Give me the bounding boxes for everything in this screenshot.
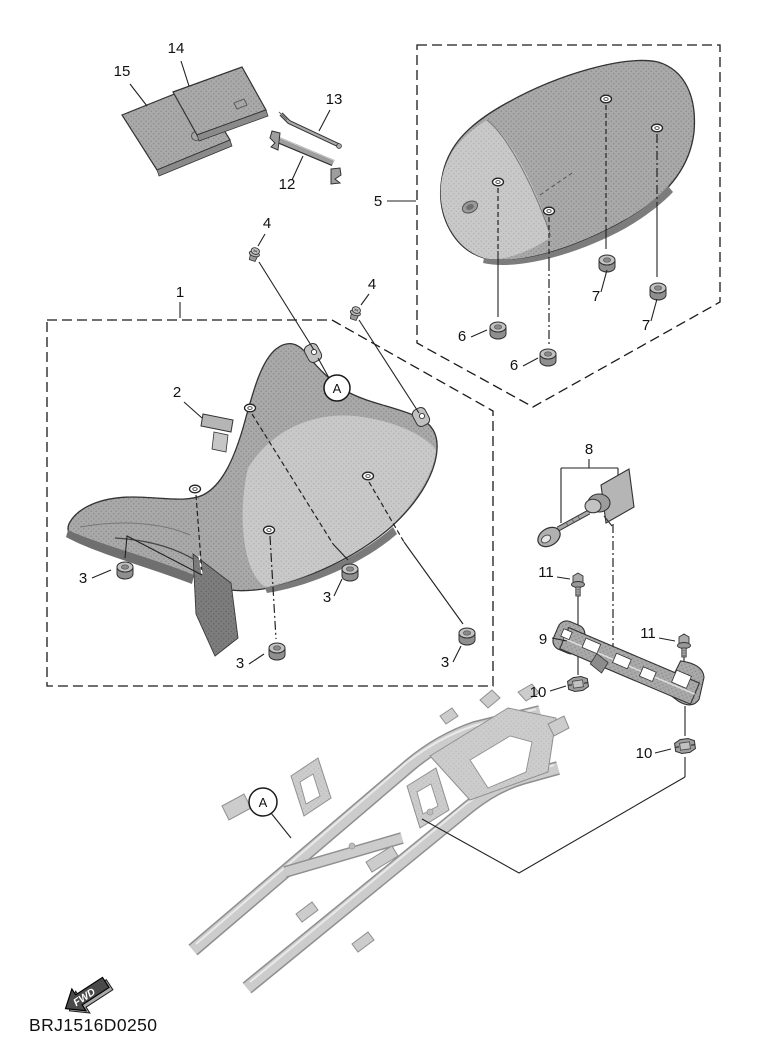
callout-3: 3 <box>78 570 88 587</box>
callout-12: 12 <box>278 176 296 193</box>
callout-7: 7 <box>591 288 601 305</box>
callout-7: 7 <box>641 317 651 334</box>
callout-5: 5 <box>373 193 383 210</box>
damper-3 <box>459 628 475 645</box>
callout-3: 3 <box>235 655 245 672</box>
marker-a-label: A <box>332 381 342 396</box>
callout-11: 11 <box>640 625 656 642</box>
damper-6 <box>490 322 506 339</box>
diagram-code: BRJ1516D0250 <box>29 1015 158 1035</box>
damper-6 <box>540 349 556 366</box>
callout-4: 4 <box>367 276 377 293</box>
callout-3: 3 <box>440 654 450 671</box>
callout-10: 10 <box>529 684 547 701</box>
callout-3: 3 <box>322 589 332 606</box>
callout-10: 10 <box>635 745 653 762</box>
damper-3 <box>269 643 285 660</box>
callout-1: 1 <box>175 284 185 301</box>
damper-3 <box>342 564 358 581</box>
fwd-label: FWD <box>71 985 98 1009</box>
callout-14: 14 <box>167 40 185 57</box>
callout-6: 6 <box>509 357 519 374</box>
callout-2: 2 <box>172 384 182 401</box>
marker-a-label: A <box>258 795 268 810</box>
damper-7 <box>650 283 666 300</box>
damper-7 <box>599 255 615 272</box>
callout-4: 4 <box>262 215 272 232</box>
callout-9: 9 <box>538 631 548 648</box>
callout-15: 15 <box>113 63 131 80</box>
callout-13: 13 <box>325 91 343 108</box>
callout-8: 8 <box>584 441 594 458</box>
damper-3 <box>117 562 133 579</box>
callout-6: 6 <box>457 328 467 345</box>
callout-11: 11 <box>538 564 554 581</box>
